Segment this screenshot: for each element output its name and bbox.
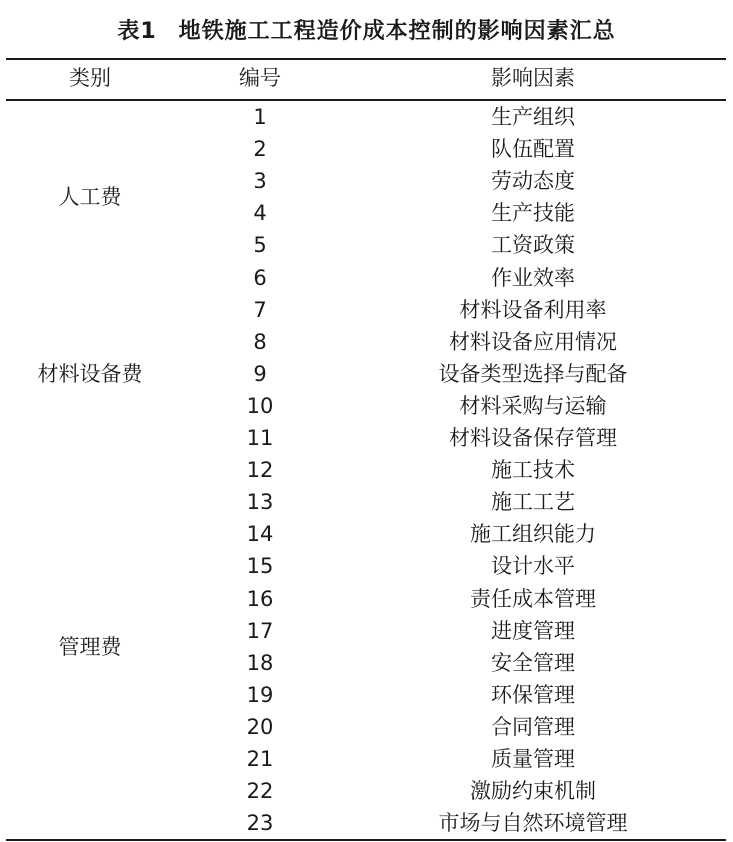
row-factor: 市场与自然环境管理 [438,811,628,836]
row-number: 8 [253,329,267,354]
row-number: 16 [246,586,274,611]
row-factor: 材料设备保存管理 [449,426,617,450]
table-header [0,60,733,98]
row-number: 2 [253,137,267,162]
category-label: 人工费 [58,185,122,210]
table-row [0,454,733,486]
row-factor: 进度管理 [491,618,575,643]
row-factor: 施工组织能力 [470,522,596,547]
row-number: 12 [246,458,274,483]
category-label: 材料设备费 [37,361,143,386]
row-number: 10 [246,393,274,418]
row-factor: 队伍配置 [491,137,575,162]
row-factor: 材料设备利用率 [459,297,607,322]
row-factor: 质量管理 [491,747,575,771]
table-row [0,133,733,165]
row-factor: 责任成本管理 [470,586,596,611]
row-factor: 施工技术 [491,458,575,483]
table-row [0,262,733,294]
table-number: 表1 [117,19,157,44]
table-row [0,390,733,422]
table-row [0,422,733,454]
table-row [0,807,733,839]
row-factor: 材料设备应用情况 [449,329,617,354]
row-number: 15 [246,554,274,579]
row-number: 23 [246,811,274,836]
row-number: 3 [253,169,267,194]
row-factor: 安全管理 [491,650,575,675]
row-factor: 工资政策 [491,233,575,258]
row-number: 4 [253,201,267,226]
row-factor: 劳动态度 [491,169,575,194]
row-factor: 施工工艺 [491,490,575,515]
category-label: 管理费 [58,634,122,659]
row-number: 1 [253,105,267,129]
row-factor: 设备类型选择与配备 [438,361,628,386]
row-factor: 设计水平 [491,554,575,579]
table-row [0,486,733,518]
row-number: 5 [253,233,267,258]
table-row [0,550,733,582]
row-factor: 激励约束机制 [470,779,596,804]
header-number: 编号 [239,66,281,90]
header-factor: 影响因素 [491,66,575,90]
row-factor: 合同管理 [491,714,575,739]
row-factor: 环保管理 [491,682,575,707]
table-row [0,294,733,326]
table-title-text: 地铁施工工程造价成本控制的影响因素汇总 [178,19,616,44]
row-number: 11 [246,426,274,450]
row-number: 14 [246,522,274,547]
row-number: 17 [246,618,274,643]
row-number: 19 [246,682,274,707]
row-number: 13 [246,490,274,515]
table-row [0,711,733,743]
table-row [0,229,733,261]
table-row [0,518,733,550]
table-row [0,326,733,358]
row-number: 22 [246,779,274,804]
bottom-rule [6,839,726,841]
header-category: 类别 [69,66,111,90]
row-factor: 生产技能 [491,201,575,226]
row-number: 9 [253,361,267,386]
row-factor: 生产组织 [491,105,575,129]
row-number: 20 [246,714,274,739]
row-number: 18 [246,650,274,675]
table-title [0,14,733,50]
table-row [0,775,733,807]
row-number: 7 [253,297,267,322]
row-number: 21 [246,747,274,771]
row-number: 6 [253,265,267,290]
table-row [0,743,733,775]
row-factor: 材料采购与运输 [459,393,607,418]
row-factor: 作业效率 [491,265,575,290]
table-row [0,679,733,711]
table-row [0,583,733,615]
table-row [0,101,733,133]
